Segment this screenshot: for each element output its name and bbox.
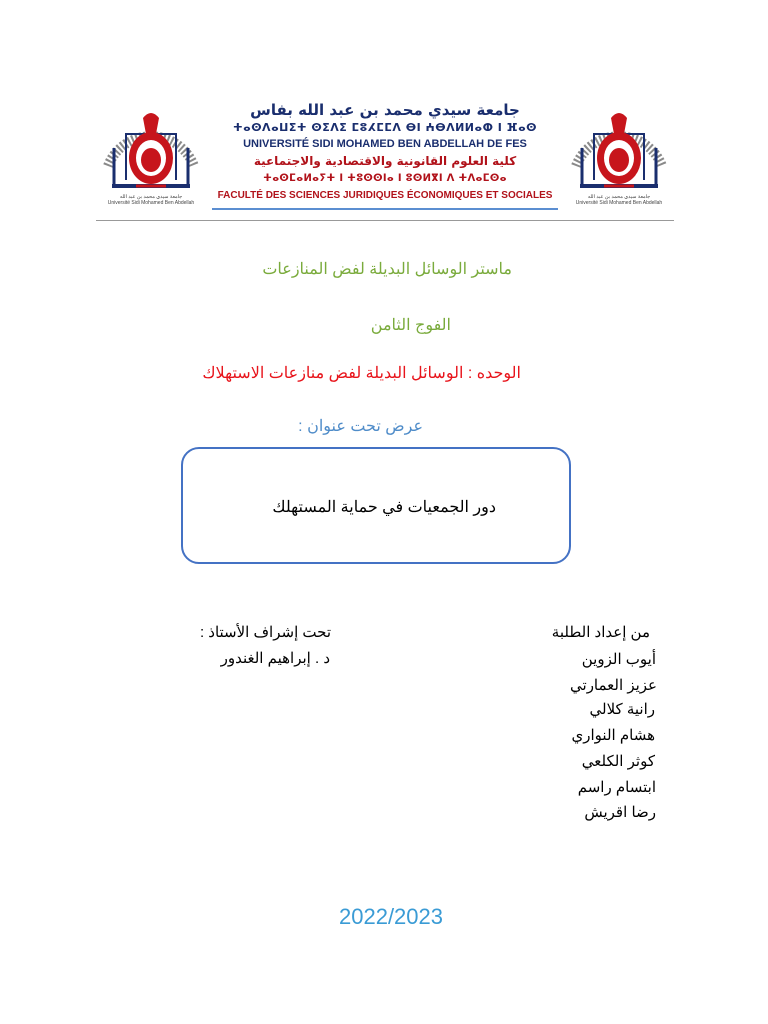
university-header bbox=[96, 80, 674, 222]
header-divider-blue bbox=[212, 208, 558, 210]
seal-caption-fr: Université Sidi Mohamed Ben Abdellah bbox=[575, 200, 663, 206]
prepared-by-label: من إعداد الطلبة bbox=[551, 624, 650, 641]
module-title: الوحده : الوسائل البديلة لفض منازعات الاستهلاك bbox=[202, 365, 521, 382]
student-name: رانية كلالي bbox=[589, 701, 655, 718]
university-name-tifinagh: ⵜⴰⵙⴷⴰⵡⵉⵜ ⵙⵉⴷⵉ ⵎⵓⵃⵎⵎⴷ ⴱⵏ ⵄⴱⴷⵍⵍⴰⵀ ⵏ ⴼⴰⵙ bbox=[232, 121, 538, 134]
academic-year: 2022/2023 bbox=[339, 904, 443, 929]
cohort-label: الفوج الثامن bbox=[370, 317, 451, 334]
supervision-label: تحت إشراف الأستاذ : bbox=[199, 624, 331, 641]
university-name-block bbox=[212, 102, 558, 204]
university-seal-icon bbox=[96, 88, 206, 198]
faculty-name-tifinagh: ⵜⴰⵙⵎⴰⵍⴰⵢⵜ ⵏ ⵜⵓⵙⵙⵏⴰ ⵏ ⵓⵙⵍⴳⵏ ⴷ ⵜⴷⴰⵎⵙⴰ bbox=[263, 173, 507, 184]
presentation-title: دور الجمعيات في حماية المستهلك bbox=[272, 499, 496, 516]
presentation-title-box bbox=[181, 447, 571, 564]
seal-caption-ar: جامعة سيدي محمد بن عبد الله bbox=[587, 194, 651, 200]
university-name-fr: UNIVERSITÉ SIDI MOHAMED BEN ABDELLAH DE FES bbox=[243, 138, 527, 150]
university-seal-left bbox=[96, 88, 206, 206]
student-name: ابتسام راسم bbox=[577, 779, 656, 796]
master-program-title: ماستر الوسائل البديلة لفض المنازعات bbox=[262, 261, 512, 278]
university-seal-icon bbox=[564, 88, 674, 198]
university-name-ar: جامعة سيدي محمد بن عبد الله بفاس bbox=[250, 102, 520, 119]
seal-caption-ar: جامعة سيدي محمد بن عبد الله bbox=[119, 194, 183, 200]
presented-under-title-label: عرض تحت عنوان : bbox=[298, 418, 423, 435]
header-divider-grey bbox=[96, 220, 674, 221]
seal-caption-fr: Université Sidi Mohamed Ben Abdellah bbox=[107, 200, 195, 206]
university-seal-right bbox=[564, 88, 674, 206]
student-name: رضا اقريش bbox=[584, 804, 656, 821]
student-name: أيوب الزوين bbox=[581, 651, 656, 668]
faculty-name-ar: كلية العلوم القانونية والاقتصادية والاجتماعية bbox=[253, 154, 517, 168]
student-name: عزيز العمارتي bbox=[570, 677, 657, 694]
student-name: كوثر الكلعي bbox=[581, 753, 655, 770]
student-name: هشام النواري bbox=[571, 727, 655, 744]
professor-name: د . إبراهيم الغندور bbox=[220, 650, 330, 667]
faculty-name-fr: FACULTÉ DES SCIENCES JURIDIQUES ÉCONOMIQUES ET SOCIALES bbox=[217, 190, 553, 201]
